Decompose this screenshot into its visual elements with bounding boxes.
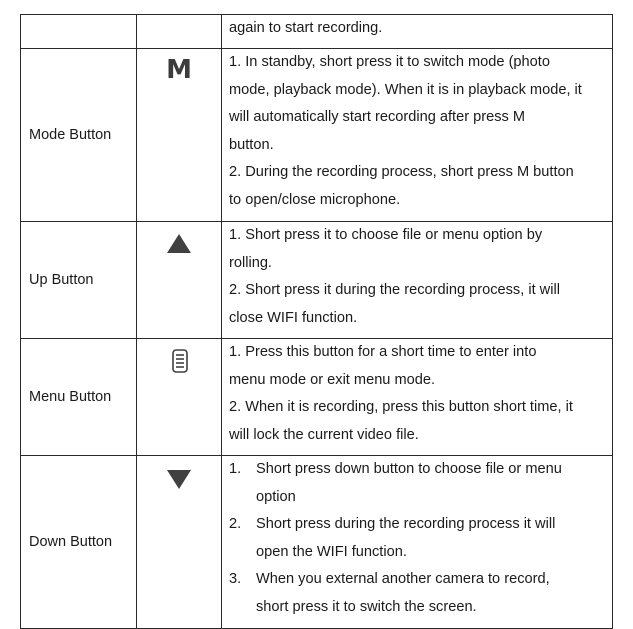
numbered-item xyxy=(229,511,608,539)
button-name-cell xyxy=(21,15,137,49)
item-text: When you external another camera to record, xyxy=(256,571,550,587)
button-description-cell xyxy=(222,222,613,339)
table-row-mode-button xyxy=(21,49,613,222)
triangle-down-icon xyxy=(167,470,191,489)
description-line: 1. Short press it to choose file or menu option by xyxy=(229,227,543,243)
description-line: 1. Press this button for a short time to enter into xyxy=(229,344,537,360)
description-line: 2. When it is recording, press this button short time, it xyxy=(229,399,573,415)
item-number: 3. xyxy=(229,571,242,587)
item-continuation: open the WIFI function. xyxy=(256,543,407,560)
description-line: again to start recording. xyxy=(229,20,383,36)
letter-m-icon: M xyxy=(166,55,192,85)
button-icon-cell xyxy=(137,222,222,339)
button-description-cell xyxy=(222,339,613,456)
item-text: Short press during the recording process it will xyxy=(256,516,556,532)
button-description-cell xyxy=(222,15,613,49)
item-number: 1. xyxy=(229,461,242,477)
description-line: to open/close microphone. xyxy=(229,191,401,208)
triangle-up-icon xyxy=(167,234,191,253)
description-line: rolling. xyxy=(229,254,272,271)
item-continuation: short press it to switch the screen. xyxy=(256,598,477,615)
button-icon-cell xyxy=(137,49,222,222)
table-row-up-button xyxy=(21,222,613,339)
table-row-continuation xyxy=(21,15,613,49)
menu-icon xyxy=(172,349,188,373)
button-name-cell: Down Button xyxy=(21,456,137,629)
button-description-cell xyxy=(222,49,613,222)
item-continuation: option xyxy=(256,488,296,505)
item-number: 2. xyxy=(229,516,242,532)
description-line: will lock the current video file. xyxy=(229,426,419,443)
button-description-cell xyxy=(222,456,613,629)
numbered-item xyxy=(229,566,608,594)
description-line: menu mode or exit menu mode. xyxy=(229,371,436,388)
button-name-cell: Menu Button xyxy=(21,339,137,456)
numbered-item xyxy=(229,456,608,484)
description-line: 2. During the recording process, short press M button xyxy=(229,164,574,180)
button-icon-cell xyxy=(137,15,222,49)
description-line: 2. Short press it during the recording process, it will xyxy=(229,282,560,298)
table-row-menu-button xyxy=(21,339,613,456)
description-line: mode, playback mode). When it is in playback mode, it xyxy=(229,81,582,98)
description-line: will automatically start recording after press M xyxy=(229,109,526,125)
description-line: close WIFI function. xyxy=(229,309,358,326)
description-line: 1. In standby, short press it to switch mode (photo xyxy=(229,54,550,70)
table-row-down-button xyxy=(21,456,613,629)
button-icon-cell xyxy=(137,456,222,629)
description-line: button. xyxy=(229,136,274,153)
button-name-cell: Up Button xyxy=(21,222,137,339)
button-icon-cell xyxy=(137,339,222,456)
item-text: Short press down button to choose file or menu xyxy=(256,461,562,477)
button-function-table xyxy=(20,14,613,629)
button-name-cell: Mode Button xyxy=(21,49,137,222)
